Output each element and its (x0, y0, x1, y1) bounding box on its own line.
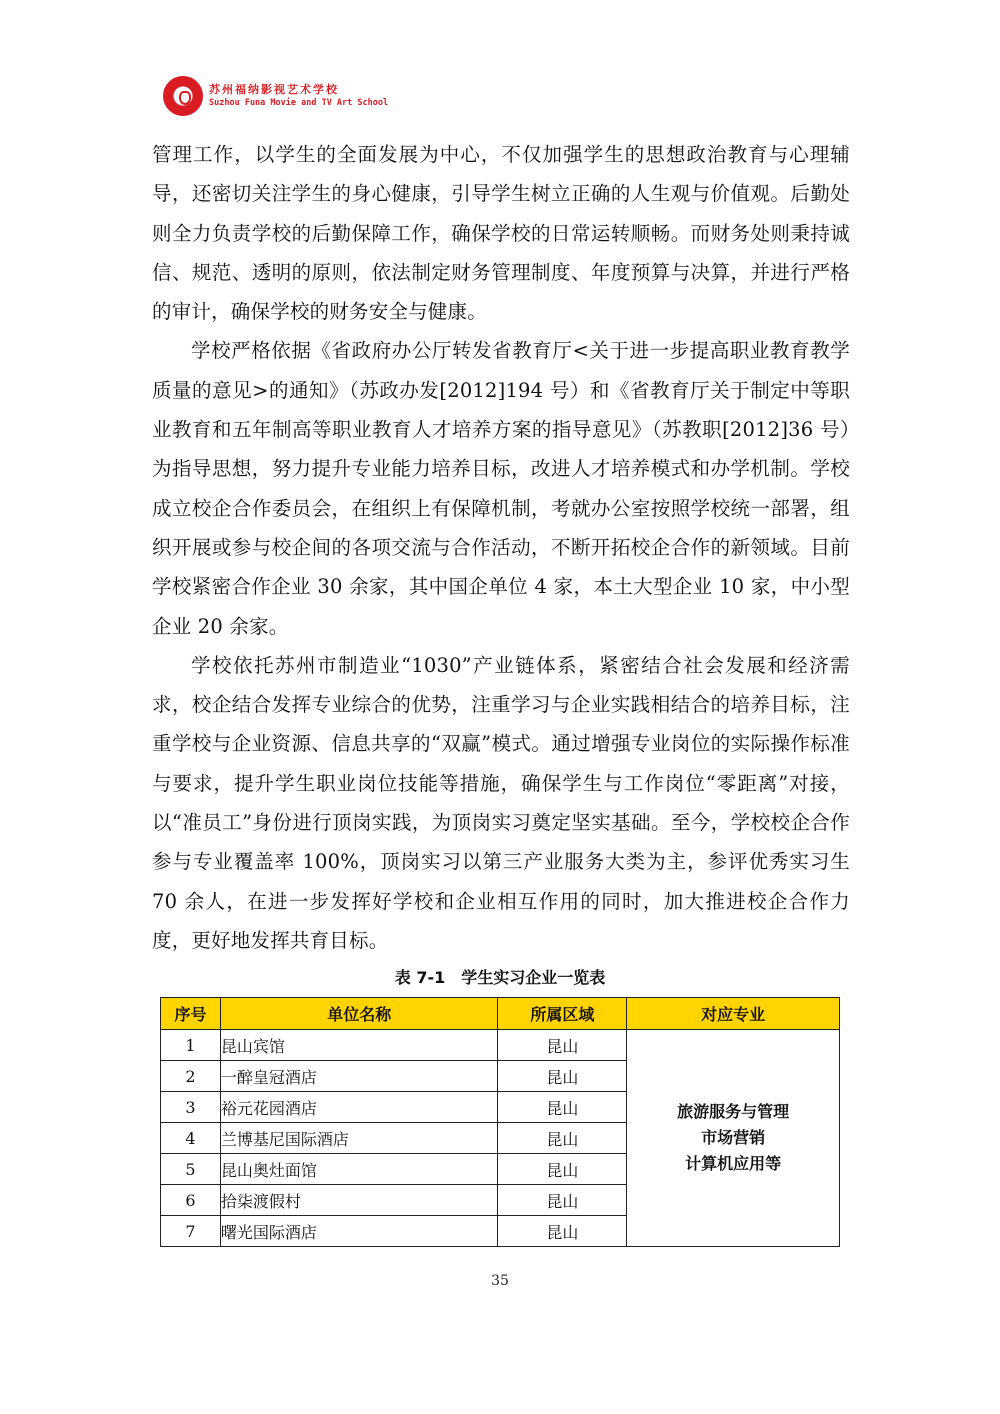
school-name-cn: 苏州福纳影视艺术学校 (209, 83, 339, 97)
page-number: 35 (491, 1273, 509, 1289)
major-item: 计算机应用等 (685, 1154, 782, 1173)
page-header (163, 76, 388, 116)
company-name: 昆山奥灶面馆 (220, 1154, 498, 1185)
header-region: 所属区域 (498, 998, 627, 1030)
company-name: 拾柒渡假村 (220, 1185, 498, 1216)
company-region: 昆山 (498, 1092, 627, 1123)
paragraph-2: 学校严格依据《省政府办公厅转发省教育厅<关于进一步提高职业教育教学质量的意见>的通知》（苏政办发[2012]194 号）和《省教育厅关于制定中等职业教育和五年制高等职业教育人才培养方案的指导意见》（苏教职[2012]36 号）为指导思想，努力提升专业能力培养目标，改进人才培养模式和办学机制。学校成立校企合作委员会，在组织上有保障机制，考就办公室按照学校统一部署，组织开展或参与校企间的各项交流与合作活动，不断开拓校企合作的新领域。目前学校紧密合作企业 30 余家，其中国企单位 4 家，本土大型企业 10 家，中小型企业 20 余家。 (152, 339, 850, 638)
table-row (161, 1030, 840, 1061)
paragraph-1: 管理工作，以学生的全面发展为中心，不仅加强学生的思想政治教育与心理辅导，还密切关注学生的身心健康，引导学生树立正确的人生观与价值观。后勤处则全力负责学校的后勤保障工作，确保学校的日常运转顺畅。而财务处则秉持诚信、规范、透明的原则，依法制定财务管理制度、年度预算与决算，并进行严格的审计，确保学校的财务安全与健康。 (152, 143, 850, 324)
major-item: 市场营销 (701, 1128, 766, 1147)
internship-companies-table (160, 997, 840, 1247)
school-logo-text (209, 84, 388, 108)
row-number: 2 (161, 1061, 221, 1092)
company-name: 裕元花园酒店 (220, 1092, 498, 1123)
header-number: 序号 (161, 998, 221, 1030)
company-name: 昆山宾馆 (220, 1030, 498, 1061)
paragraph-3: 学校依托苏州市制造业“1030”产业链体系，紧密结合社会发展和经济需求，校企结合发挥专业综合的优势，注重学习与企业实践相结合的培养目标，注重学校与企业资源、信息共享的“双赢”模式。通过增强专业岗位的实际操作标准与要求，提升学生职业岗位技能等措施，确保学生与工作岗位“零距离”对接，以“准员工”身份进行顶岗实践，为顶岗实习奠定坚实基础。至今，学校校企合作参与专业覆盖率 100%，顶岗实习以第三产业服务大类为主，参评优秀实习生 70 余人，在进一步发挥好学校和企业相互作用的同时，加大推进校企合作力度，更好地发挥共育目标。 (152, 653, 850, 952)
company-region: 昆山 (498, 1216, 627, 1247)
company-region: 昆山 (498, 1154, 627, 1185)
header-company-name: 单位名称 (220, 998, 498, 1030)
row-number: 7 (161, 1216, 221, 1247)
company-region: 昆山 (498, 1030, 627, 1061)
table-header-row (161, 998, 840, 1030)
company-region: 昆山 (498, 1185, 627, 1216)
school-logo-icon (163, 76, 203, 116)
company-region: 昆山 (498, 1061, 627, 1092)
company-region: 昆山 (498, 1123, 627, 1154)
company-name: 曙光国际酒店 (220, 1216, 498, 1247)
row-number: 5 (161, 1154, 221, 1185)
header-major: 对应专业 (627, 998, 840, 1030)
table-caption: 表 7-1 学生实习企业一览表 (394, 968, 606, 987)
row-number: 1 (161, 1030, 221, 1061)
company-name: 兰博基尼国际酒店 (220, 1123, 498, 1154)
body-text (152, 135, 850, 960)
school-name-en: Suzhou Funa Movie and TV Art School (209, 98, 389, 109)
corresponding-majors (627, 1030, 840, 1247)
row-number: 3 (161, 1092, 221, 1123)
row-number: 4 (161, 1123, 221, 1154)
row-number: 6 (161, 1185, 221, 1216)
major-item: 旅游服务与管理 (677, 1102, 790, 1121)
company-name: 一醉皇冠酒店 (220, 1061, 498, 1092)
